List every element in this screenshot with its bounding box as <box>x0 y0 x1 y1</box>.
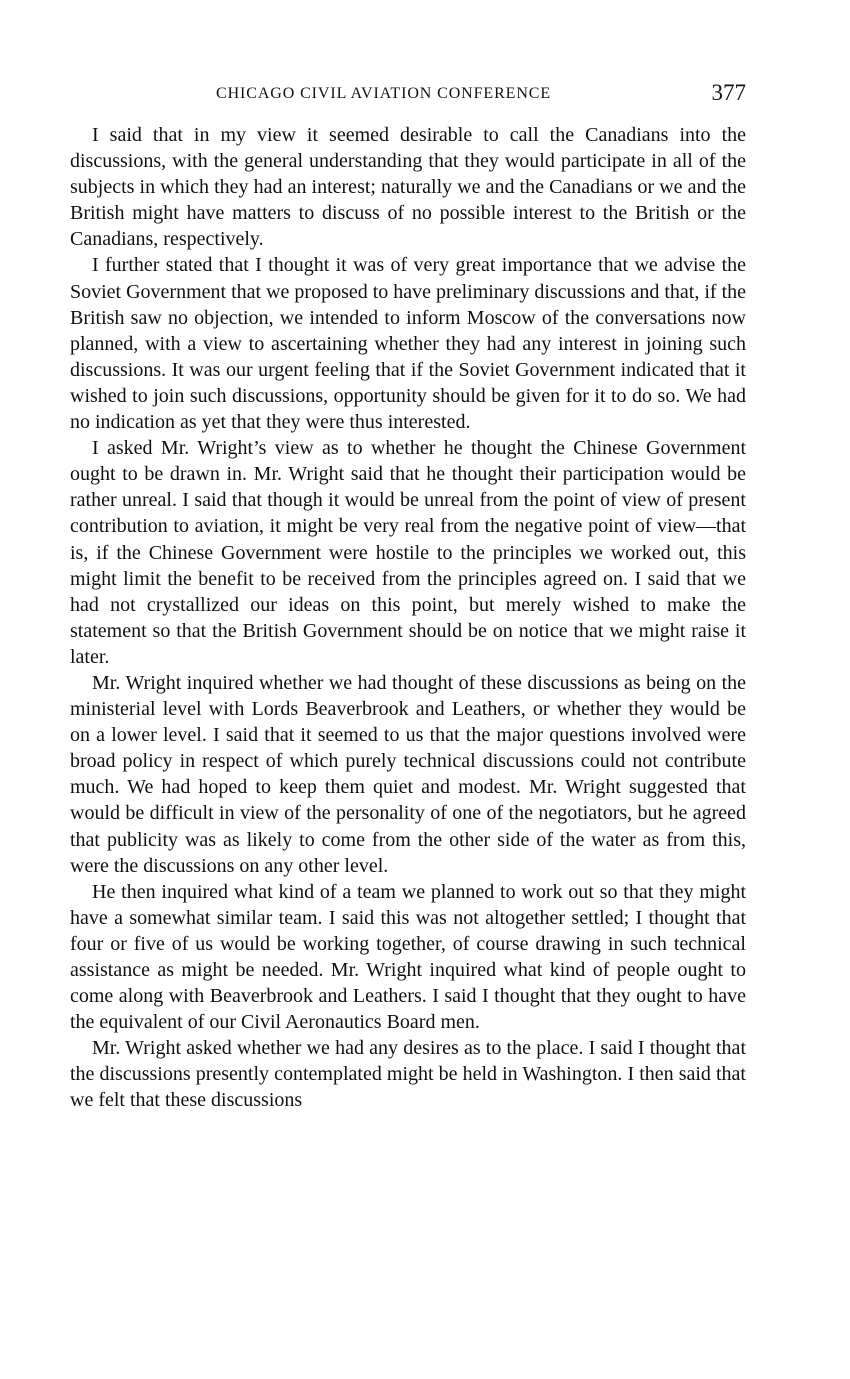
paragraph: Mr. Wright inquired whether we had thought of these discussions as being on the ministerial level with Lords Beaverbrook and Leathers, or whether they would be on a lower level. I said that it seemed to us that the major questions involved were broad policy in respect of which purely technical discussions could not contribute much. We had hoped to keep them quiet and modest. Mr. Wright suggested that would be difficult in view of the personality of one of the negotiators, but he agreed that publicity was as likely to come from the other side of the water as from this, were the discussions on any other level. <box>70 671 746 877</box>
paragraph: Mr. Wright asked whether we had any desires as to the place. I said I thought that the discussions presently contemplated might be held in Washington. I then said that we felt that these discussions <box>70 1037 746 1112</box>
paragraph: I said that in my view it seemed desirable to call the Canadians into the discussions, with the general understanding that they would participate in all of the subjects in which they had an interest; naturally we and the Canadians or we and the British might have matters to discuss of no possible interest to the British or the Canadians, respectively. <box>70 124 746 251</box>
page-number: 377 <box>711 80 746 105</box>
paragraph: I further stated that I thought it was of very great importance that we advise the Soviet Government that we proposed to have preliminary discussions and that, if the British saw no objection, we intended to inform Moscow of the conversations now planned, with a view to ascertaining whether they had any interest in joining such discussions. It was our urgent feeling that if the Soviet Government indicated that it wished to join such discussions, opportunity should be given for it to do so. We had no indication as yet that they were thus interested. <box>70 254 746 434</box>
body-text <box>70 122 746 1114</box>
paragraph: I asked Mr. Wright’s view as to whether he thought the Chinese Government ought to be drawn in. Mr. Wright said that he thought their participation would be rather unreal. I said that though it would be unreal from the point of view of present contribution to aviation, it might be very real from the negative point of view—that is, if the Chinese Government were hostile to the principles we worked out, this might limit the benefit to be received from the principles agreed on. I said that we had not crystallized our ideas on this point, but merely wished to make the statement so that the British Government should be on notice that we might raise it later. <box>70 437 746 668</box>
running-head <box>70 80 746 110</box>
running-title: CHICAGO CIVIL AVIATION CONFERENCE <box>216 85 552 102</box>
paragraph: He then inquired what kind of a team we planned to work out so that they might have a somewhat similar team. I said this was not altogether settled; I thought that four or five of us would be working together, of course drawing in such technical assistance as might be needed. Mr. Wright inquired what kind of people ought to come along with Beaverbrook and Leathers. I said I thought that they ought to have the equivalent of our Civil Aeronautics Board men. <box>70 880 746 1034</box>
